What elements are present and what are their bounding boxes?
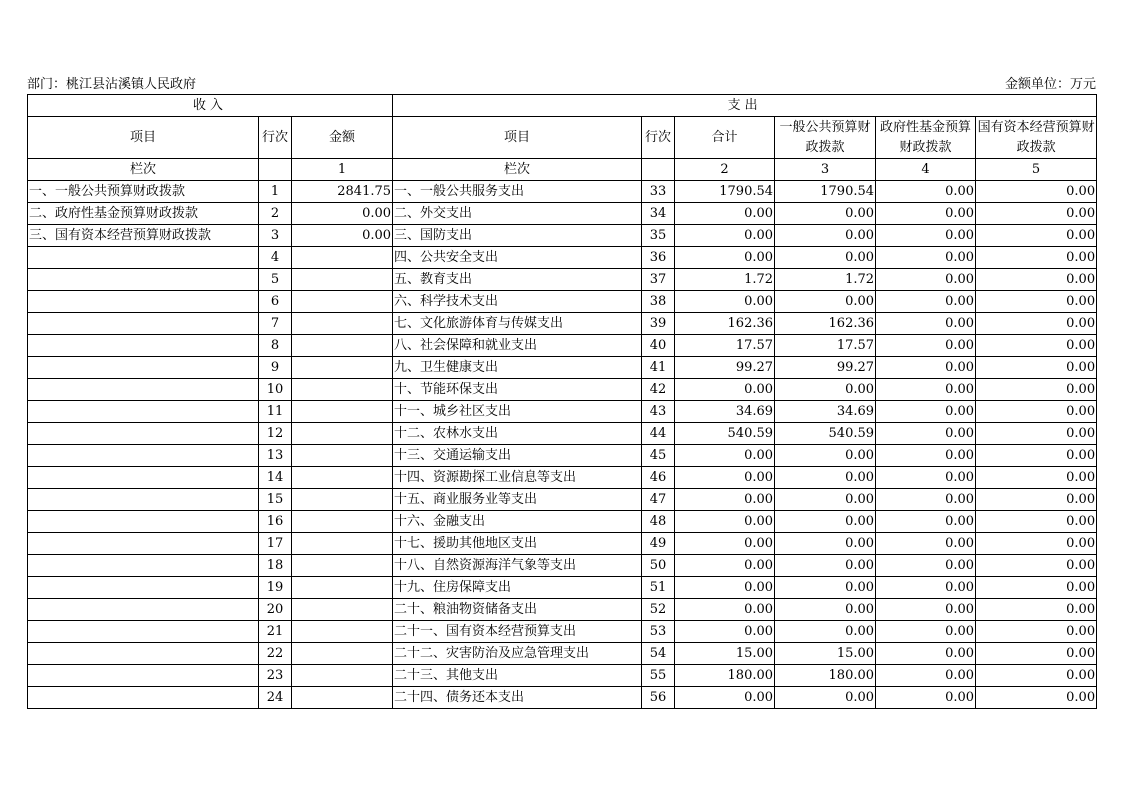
income-row-no-cell: 2 (259, 203, 292, 225)
total-cell: 0.00 (675, 291, 775, 313)
state-capital-cell: 0.00 (976, 467, 1097, 489)
income-row-no-cell: 5 (259, 269, 292, 291)
expense-row-no-cell: 40 (642, 335, 675, 357)
income-row-no-cell: 17 (259, 533, 292, 555)
income-amount-cell (292, 313, 393, 335)
gov-fund-cell: 0.00 (876, 511, 976, 533)
income-item-cell (28, 401, 259, 423)
expense-row-no-cell: 39 (642, 313, 675, 335)
total-cell: 0.00 (675, 489, 775, 511)
general-budget-cell: 0.00 (775, 511, 876, 533)
expense-index-label: 栏次 (393, 159, 642, 181)
income-group-header: 收入 (28, 95, 393, 117)
income-item-cell (28, 533, 259, 555)
expense-item-cell: 一、一般公共服务支出 (393, 181, 642, 203)
expense-item-cell: 二十二、灾害防治及应急管理支出 (393, 643, 642, 665)
state-capital-cell: 0.00 (976, 643, 1097, 665)
income-item-cell (28, 687, 259, 709)
expense-item-cell: 二十三、其他支出 (393, 665, 642, 687)
expense-row-no-cell: 36 (642, 247, 675, 269)
income-amount-cell (292, 467, 393, 489)
income-amount-cell (292, 489, 393, 511)
expense-row-no-header: 行次 (642, 117, 675, 159)
general-budget-cell: 0.00 (775, 621, 876, 643)
income-row-no-cell: 18 (259, 555, 292, 577)
group-header-row (28, 95, 1097, 117)
total-cell: 1790.54 (675, 181, 775, 203)
expense-item-cell: 五、教育支出 (393, 269, 642, 291)
total-cell: 0.00 (675, 599, 775, 621)
income-row-no-cell: 8 (259, 335, 292, 357)
income-row-no-cell: 4 (259, 247, 292, 269)
income-row-no-cell: 10 (259, 379, 292, 401)
column-index-row (28, 159, 1097, 181)
general-budget-cell: 0.00 (775, 599, 876, 621)
gov-fund-cell: 0.00 (876, 379, 976, 401)
expense-row-no-cell: 53 (642, 621, 675, 643)
expense-item-cell: 八、社会保障和就业支出 (393, 335, 642, 357)
gov-fund-cell: 0.00 (876, 269, 976, 291)
gov-fund-cell: 0.00 (876, 313, 976, 335)
gov-fund-cell: 0.00 (876, 225, 976, 247)
table-row (28, 643, 1097, 665)
expense-row-index-blank (642, 159, 675, 181)
table-row (28, 467, 1097, 489)
total-cell: 0.00 (675, 555, 775, 577)
income-row-no-cell: 23 (259, 665, 292, 687)
income-amount-cell (292, 247, 393, 269)
state-capital-cell: 0.00 (976, 247, 1097, 269)
state-capital-cell: 0.00 (976, 313, 1097, 335)
total-cell: 162.36 (675, 313, 775, 335)
general-budget-cell: 540.59 (775, 423, 876, 445)
table-row (28, 423, 1097, 445)
expense-row-no-cell: 48 (642, 511, 675, 533)
state-capital-cell: 0.00 (976, 445, 1097, 467)
table-row (28, 291, 1097, 313)
general-budget-cell: 0.00 (775, 489, 876, 511)
gov-fund-cell: 0.00 (876, 665, 976, 687)
income-item-cell (28, 423, 259, 445)
income-amount-cell (292, 445, 393, 467)
income-item-cell (28, 247, 259, 269)
total-cell: 540.59 (675, 423, 775, 445)
income-amount-cell (292, 401, 393, 423)
amount-unit-label: 金额单位：万元 (1004, 77, 1096, 92)
general-budget-cell: 0.00 (775, 687, 876, 709)
gov-fund-cell: 0.00 (876, 577, 976, 599)
income-amount-cell (292, 269, 393, 291)
state-capital-index: 5 (976, 159, 1097, 181)
expense-row-no-cell: 37 (642, 269, 675, 291)
table-row (28, 489, 1097, 511)
expense-item-cell: 十九、住房保障支出 (393, 577, 642, 599)
expense-item-cell: 十五、商业服务业等支出 (393, 489, 642, 511)
income-row-no-header: 行次 (259, 117, 292, 159)
expense-item-cell: 二、外交支出 (393, 203, 642, 225)
income-item-cell (28, 511, 259, 533)
income-amount-cell (292, 555, 393, 577)
income-item-cell (28, 599, 259, 621)
gov-fund-cell: 0.00 (876, 291, 976, 313)
state-capital-header: 国有资本经营预算财政拨款 (976, 117, 1097, 159)
gov-fund-cell: 0.00 (876, 203, 976, 225)
income-row-no-cell: 14 (259, 467, 292, 489)
income-amount-cell (292, 291, 393, 313)
expense-row-no-cell: 51 (642, 577, 675, 599)
expense-item-cell: 二十一、国有资本经营预算支出 (393, 621, 642, 643)
expense-row-no-cell: 50 (642, 555, 675, 577)
table-row (28, 511, 1097, 533)
income-row-no-cell: 21 (259, 621, 292, 643)
gov-fund-cell: 0.00 (876, 423, 976, 445)
total-cell: 0.00 (675, 203, 775, 225)
table-row (28, 533, 1097, 555)
income-item-cell: 一、一般公共预算财政拨款 (28, 181, 259, 203)
income-item-cell (28, 577, 259, 599)
expense-group-header: 支出 (393, 95, 1097, 117)
expense-item-cell: 十一、城乡社区支出 (393, 401, 642, 423)
state-capital-cell: 0.00 (976, 269, 1097, 291)
expense-row-no-cell: 55 (642, 665, 675, 687)
income-row-no-cell: 19 (259, 577, 292, 599)
gov-fund-cell: 0.00 (876, 357, 976, 379)
gov-fund-index: 4 (876, 159, 976, 181)
income-amount-cell (292, 533, 393, 555)
income-item-cell (28, 643, 259, 665)
income-row-no-cell: 16 (259, 511, 292, 533)
expense-item-cell: 六、科学技术支出 (393, 291, 642, 313)
income-amount-cell (292, 511, 393, 533)
income-row-no-cell: 13 (259, 445, 292, 467)
table-row (28, 379, 1097, 401)
expense-item-cell: 二十、粮油物资储备支出 (393, 599, 642, 621)
expense-item-cell: 七、文化旅游体育与传媒支出 (393, 313, 642, 335)
gov-fund-cell: 0.00 (876, 599, 976, 621)
gov-fund-cell: 0.00 (876, 687, 976, 709)
gov-fund-cell: 0.00 (876, 445, 976, 467)
general-budget-cell: 0.00 (775, 445, 876, 467)
total-cell: 15.00 (675, 643, 775, 665)
budget-table (27, 94, 1097, 709)
general-budget-cell: 0.00 (775, 467, 876, 489)
income-amount-cell (292, 687, 393, 709)
general-budget-cell: 0.00 (775, 247, 876, 269)
general-budget-cell: 15.00 (775, 643, 876, 665)
expense-row-no-cell: 44 (642, 423, 675, 445)
table-row (28, 247, 1097, 269)
table-row (28, 577, 1097, 599)
income-item-cell (28, 357, 259, 379)
income-item-cell: 三、国有资本经营预算财政拨款 (28, 225, 259, 247)
total-cell: 0.00 (675, 379, 775, 401)
table-row (28, 225, 1097, 247)
table-row (28, 599, 1097, 621)
table-row (28, 687, 1097, 709)
expense-item-cell: 十八、自然资源海洋气象等支出 (393, 555, 642, 577)
table-row (28, 357, 1097, 379)
income-amount-cell (292, 621, 393, 643)
income-amount-cell (292, 665, 393, 687)
column-header-row (28, 117, 1097, 159)
expense-item-cell: 四、公共安全支出 (393, 247, 642, 269)
income-row-no-cell: 20 (259, 599, 292, 621)
expense-row-no-cell: 49 (642, 533, 675, 555)
income-amount-cell (292, 577, 393, 599)
expense-item-cell: 二十四、债务还本支出 (393, 687, 642, 709)
income-amount-index: 1 (292, 159, 393, 181)
total-cell: 0.00 (675, 533, 775, 555)
expense-row-no-cell: 42 (642, 379, 675, 401)
expense-item-cell: 十六、金融支出 (393, 511, 642, 533)
expense-item-cell: 十二、农林水支出 (393, 423, 642, 445)
gov-fund-cell: 0.00 (876, 533, 976, 555)
general-budget-cell: 0.00 (775, 225, 876, 247)
state-capital-cell: 0.00 (976, 423, 1097, 445)
income-index-label: 栏次 (28, 159, 259, 181)
gov-fund-cell: 0.00 (876, 181, 976, 203)
gov-fund-cell: 0.00 (876, 621, 976, 643)
income-amount-cell: 0.00 (292, 203, 393, 225)
total-cell: 17.57 (675, 335, 775, 357)
expense-row-no-cell: 54 (642, 643, 675, 665)
income-item-cell (28, 379, 259, 401)
gov-fund-header: 政府性基金预算财政拨款 (876, 117, 976, 159)
income-amount-cell (292, 643, 393, 665)
income-amount-cell: 2841.75 (292, 181, 393, 203)
income-item-cell (28, 269, 259, 291)
general-budget-cell: 99.27 (775, 357, 876, 379)
gov-fund-cell: 0.00 (876, 335, 976, 357)
general-budget-cell: 0.00 (775, 533, 876, 555)
table-row (28, 335, 1097, 357)
expense-row-no-cell: 35 (642, 225, 675, 247)
general-budget-index: 3 (775, 159, 876, 181)
income-row-no-cell: 11 (259, 401, 292, 423)
gov-fund-cell: 0.00 (876, 555, 976, 577)
gov-fund-cell: 0.00 (876, 401, 976, 423)
total-cell: 0.00 (675, 621, 775, 643)
general-budget-cell: 34.69 (775, 401, 876, 423)
general-budget-cell: 162.36 (775, 313, 876, 335)
income-item-cell: 二、政府性基金预算财政拨款 (28, 203, 259, 225)
state-capital-cell: 0.00 (976, 621, 1097, 643)
expense-row-no-cell: 38 (642, 291, 675, 313)
income-row-index-blank (259, 159, 292, 181)
expense-row-no-cell: 46 (642, 467, 675, 489)
state-capital-cell: 0.00 (976, 489, 1097, 511)
gov-fund-cell: 0.00 (876, 247, 976, 269)
total-cell: 99.27 (675, 357, 775, 379)
table-row (28, 621, 1097, 643)
table-row (28, 665, 1097, 687)
department-label: 部门：桃江县沾溪镇人民政府 (27, 77, 197, 92)
state-capital-cell: 0.00 (976, 181, 1097, 203)
income-row-no-cell: 1 (259, 181, 292, 203)
expense-row-no-cell: 45 (642, 445, 675, 467)
total-cell: 0.00 (675, 445, 775, 467)
income-item-cell (28, 445, 259, 467)
expense-item-cell: 三、国防支出 (393, 225, 642, 247)
total-header: 合计 (675, 117, 775, 159)
state-capital-cell: 0.00 (976, 401, 1097, 423)
expense-item-cell: 十三、交通运输支出 (393, 445, 642, 467)
expense-row-no-cell: 33 (642, 181, 675, 203)
income-row-no-cell: 22 (259, 643, 292, 665)
general-budget-cell: 1790.54 (775, 181, 876, 203)
state-capital-cell: 0.00 (976, 511, 1097, 533)
expense-row-no-cell: 34 (642, 203, 675, 225)
income-row-no-cell: 12 (259, 423, 292, 445)
total-cell: 34.69 (675, 401, 775, 423)
table-row (28, 313, 1097, 335)
income-item-cell (28, 291, 259, 313)
gov-fund-cell: 0.00 (876, 489, 976, 511)
income-item-cell (28, 335, 259, 357)
state-capital-cell: 0.00 (976, 335, 1097, 357)
total-index: 2 (675, 159, 775, 181)
total-cell: 0.00 (675, 247, 775, 269)
income-amount-cell (292, 379, 393, 401)
table-row (28, 181, 1097, 203)
state-capital-cell: 0.00 (976, 203, 1097, 225)
gov-fund-cell: 0.00 (876, 643, 976, 665)
income-amount-header: 金额 (292, 117, 393, 159)
table-row (28, 401, 1097, 423)
income-amount-cell (292, 335, 393, 357)
income-item-cell (28, 489, 259, 511)
income-row-no-cell: 3 (259, 225, 292, 247)
state-capital-cell: 0.00 (976, 291, 1097, 313)
expense-row-no-cell: 43 (642, 401, 675, 423)
income-item-cell (28, 467, 259, 489)
table-row (28, 269, 1097, 291)
state-capital-cell: 0.00 (976, 225, 1097, 247)
general-budget-cell: 180.00 (775, 665, 876, 687)
state-capital-cell: 0.00 (976, 687, 1097, 709)
general-budget-cell: 0.00 (775, 379, 876, 401)
general-budget-cell: 0.00 (775, 577, 876, 599)
total-cell: 0.00 (675, 467, 775, 489)
state-capital-cell: 0.00 (976, 577, 1097, 599)
income-item-cell (28, 621, 259, 643)
general-budget-header: 一般公共预算财政拨款 (775, 117, 876, 159)
state-capital-cell: 0.00 (976, 533, 1097, 555)
general-budget-cell: 0.00 (775, 555, 876, 577)
income-amount-cell (292, 357, 393, 379)
state-capital-cell: 0.00 (976, 379, 1097, 401)
state-capital-cell: 0.00 (976, 357, 1097, 379)
expense-row-no-cell: 41 (642, 357, 675, 379)
state-capital-cell: 0.00 (976, 599, 1097, 621)
expense-item-cell: 十、节能环保支出 (393, 379, 642, 401)
income-row-no-cell: 24 (259, 687, 292, 709)
income-item-cell (28, 555, 259, 577)
table-row (28, 555, 1097, 577)
expense-row-no-cell: 56 (642, 687, 675, 709)
expense-item-header: 项目 (393, 117, 642, 159)
general-budget-cell: 0.00 (775, 291, 876, 313)
expense-row-no-cell: 47 (642, 489, 675, 511)
total-cell: 0.00 (675, 687, 775, 709)
income-amount-cell (292, 599, 393, 621)
table-row (28, 203, 1097, 225)
income-row-no-cell: 7 (259, 313, 292, 335)
general-budget-cell: 0.00 (775, 203, 876, 225)
income-item-header: 项目 (28, 117, 259, 159)
total-cell: 0.00 (675, 511, 775, 533)
general-budget-cell: 17.57 (775, 335, 876, 357)
gov-fund-cell: 0.00 (876, 467, 976, 489)
expense-item-cell: 九、卫生健康支出 (393, 357, 642, 379)
expense-row-no-cell: 52 (642, 599, 675, 621)
income-amount-cell (292, 423, 393, 445)
total-cell: 180.00 (675, 665, 775, 687)
total-cell: 0.00 (675, 577, 775, 599)
general-budget-cell: 1.72 (775, 269, 876, 291)
state-capital-cell: 0.00 (976, 555, 1097, 577)
state-capital-cell: 0.00 (976, 665, 1097, 687)
income-amount-cell: 0.00 (292, 225, 393, 247)
income-row-no-cell: 15 (259, 489, 292, 511)
income-item-cell (28, 665, 259, 687)
income-item-cell (28, 313, 259, 335)
expense-item-cell: 十七、援助其他地区支出 (393, 533, 642, 555)
income-row-no-cell: 9 (259, 357, 292, 379)
total-cell: 0.00 (675, 225, 775, 247)
income-row-no-cell: 6 (259, 291, 292, 313)
total-cell: 1.72 (675, 269, 775, 291)
expense-item-cell: 十四、资源勘探工业信息等支出 (393, 467, 642, 489)
table-row (28, 445, 1097, 467)
